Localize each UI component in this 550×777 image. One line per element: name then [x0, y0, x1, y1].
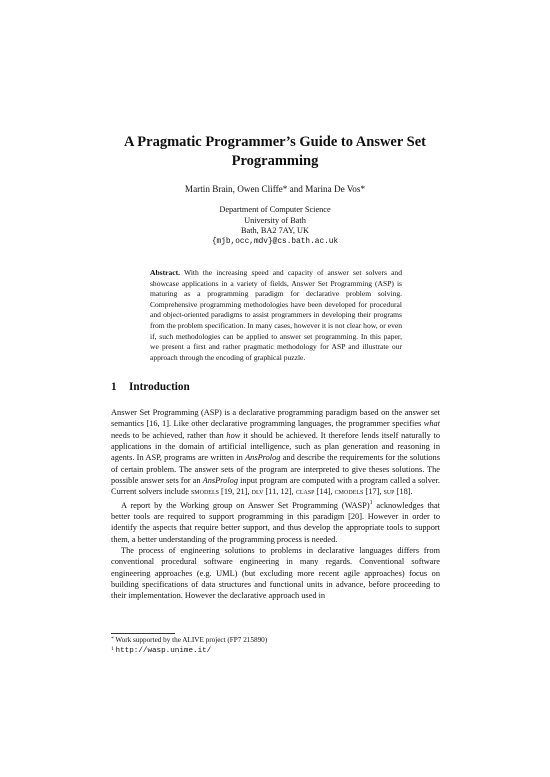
solver-name: clasp: [295, 487, 315, 497]
paragraph-2: A report by the Working group on Answer Set Programming (WASP)$^1$ acknowledges that better tools are required to support programming in this paradigm [20]. However in order to identify the aspects that require better support, and thus develop the appropriate tools to support them, a better understanding of the programming process is needed.: [111, 499, 440, 544]
solver-name: dlv: [251, 487, 264, 497]
paper-title: A Pragmatic Programmer’s Guide to Answer Set Programming: [123, 134, 426, 169]
section-heading: [111, 380, 441, 394]
solver-name: cmodels: [334, 487, 364, 497]
affiliation-department: Department of Computer Science: [219, 205, 331, 214]
section-title: Introduction: [129, 381, 190, 393]
author-list: Martin Brain, Owen Cliffe* and Marina De Vos*: [184, 184, 366, 194]
section-body: [111, 407, 440, 602]
section-number: 1: [111, 381, 117, 393]
abstract: [150, 268, 402, 363]
affiliation-email: {mjb,occ,mdv}@cs.bath.ac.uk: [211, 237, 339, 246]
affiliation-city: Bath, BA2 7AY, UK: [241, 226, 309, 235]
paragraph-3: The process of engineering solutions to problems in declarative languages differs from conventional procedural software engineering in many regards. Conventional software engineering approaches (e.g. UML) (but excluding more recent agile approaches) focus on building specifications of data structures and functional units in advance, before proceeding to their implementation. However the declarative approach used in: [111, 545, 440, 601]
affiliation-block: [140, 205, 410, 247]
abstract-text: With the increasing speed and capacity of answer set solvers and showcase applications in a variety of fields, Answer Set Programming (ASP) is maturing as a programming paradigm for declarative problem solving. Comprehensive programming methodologies have been developed for procedural and object-oriented paradigms to assist programmers in developing their programs from the problem specification. In many cases, however it is not clear how, or even if, such methodologies can be applied to answer set programming. In this paper, we present a first and rather pragmatic methodology for ASP and illustrate our approach through the encoding of graphical puzzle.: [150, 268, 402, 362]
footnote-divider: [111, 633, 175, 634]
footnotes: [111, 635, 440, 656]
footnote-1: $^1$ http://wasp.unime.it/: [111, 646, 212, 655]
abstract-label: Abstract.: [150, 268, 180, 277]
paragraph-1: Answer Set Programming (ASP) is a declarative programming paradigm based on the answer set semantics [16, 1]. Like other declarative programming languages, the programmer specifies what needs to be achieved, rather than how it should be achieved. It therefore lends itself naturally to applications in the domain of artificial intelligence, such as plan generation and reasoning in agents. In ASP, programs are written in AnsProlog and describe the requirements for the solutions of certain problem. The answer sets of the program are interpreted to give theses solutions. The possible answer sets for an AnsProlog input program are computed with a program called a solver. Current solvers include smodels [19, 21], dlv [11, 12], clasp [14], cmodels [17], sup [18].: [111, 408, 440, 497]
solver-name: smodels: [190, 487, 219, 497]
footnote-url-link[interactable]: http://wasp.unime.it/: [115, 647, 212, 655]
footnote-marker: 1: [369, 499, 373, 506]
affiliation-university: University of Bath: [244, 215, 306, 225]
solver-name: sup: [383, 487, 395, 497]
footnote-funding: * Work supported by the ALIVE project (FP7 215890): [111, 636, 268, 644]
